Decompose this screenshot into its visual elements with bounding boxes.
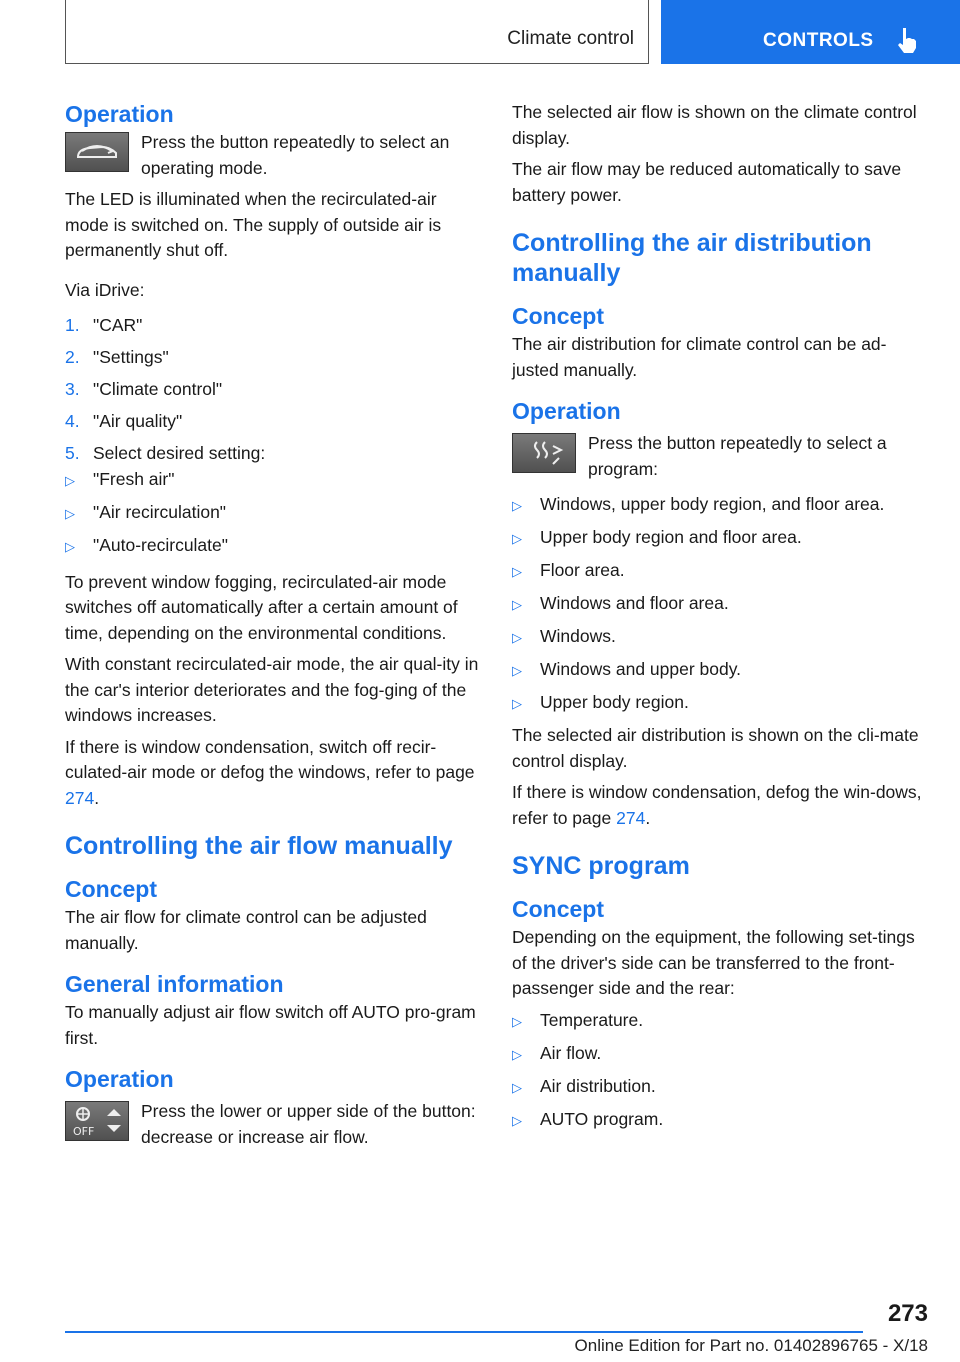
list-item: ▷ "Auto-recirculate" [65,533,479,560]
operation-heading: Operation [65,101,174,127]
header-box [65,0,649,64]
bullet-triangle-icon: ▷ [512,630,522,645]
list-item: ▷ Windows. [512,624,930,651]
air-distribution-button-icon [512,433,576,473]
list-item: ▷ Windows and upper body. [512,657,930,684]
list-item: 4. "Air quality" [65,411,183,431]
fan-button-text: Press the lower or upper side of the button: decrease or increase air flow. [141,1101,476,1147]
bullet-triangle-icon: ▷ [65,505,75,521]
page-link[interactable]: 274 [65,787,95,808]
header-chapter-label: CONTROLS [763,30,874,51]
header-section-title: Climate control [507,28,634,49]
general-info-text: To manually adjust air flow switch off AUTO pro-gram first. [65,1002,476,1048]
list-item: ▷ Air flow. [512,1041,930,1068]
sync-concept-text: Depending on the equipment, the following set-tings of the driver's side can be transferred to the front-passenger side and the rear: [512,927,915,998]
svg-text:OFF: OFF [73,1125,95,1138]
condensation-paragraph: If there is window condensation, switch off recir-culated-air mode or defog the windows, refer to page 274. [65,736,475,808]
distribution-display-paragraph: The selected air distribution is shown on the cli-mate control display. [512,725,919,771]
distribution-programs [512,492,930,717]
list-item: 5. Select desired setting: ▷ "Fresh air" ▷ "Air recirculation" ▷ "Auto-recirculate" [65,441,479,563]
header-chapter-tab[interactable] [661,0,960,64]
recirculation-button-text: Press the button repeatedly to select an operating mode. [141,132,450,178]
list-item: ▷ Temperature. [512,1008,930,1035]
recirculation-button-icon [65,132,129,172]
air-quality-paragraph: With constant recirculated-air mode, the air qual-ity in the car's interior deteriorates and the fog-ging of the windows increases. [65,654,479,725]
distribution-button-text: Press the button repeatedly to select a program: [588,433,887,479]
footer-edition: Online Edition for Part no. 01402896765 - X/18 [574,1336,928,1355]
list-item: ▷ Upper body region. [512,690,930,717]
airflow-concept-heading: Concept [65,876,157,902]
battery-paragraph: The air flow may be reduced automatically to save battery power. [512,159,902,205]
bullet-triangle-icon: ▷ [512,531,522,546]
sync-concept-heading: Concept [512,896,604,922]
list-item: 1. "CAR" [65,315,143,335]
pointing-hand-icon [895,26,919,54]
list-item: ▷ Windows, upper body region, and floor area. [512,492,930,519]
list-item: ▷ Floor area. [512,558,930,585]
right-column [512,100,930,1140]
distribution-concept-heading: Concept [512,303,604,329]
idrive-steps [65,313,479,563]
list-item: ▷ Air distribution. [512,1074,930,1101]
distribution-heading: Controlling the air distribution manually [512,229,872,287]
airflow-operation-heading: Operation [65,1066,174,1092]
page-link[interactable]: 274 [616,807,646,828]
bullet-triangle-icon: ▷ [512,498,522,513]
distribution-operation-heading: Operation [512,398,621,424]
recirculation-button-row [65,130,479,181]
bullet-triangle-icon: ▷ [512,1079,522,1095]
left-column [65,100,479,1156]
list-item: ▷ AUTO program. [512,1107,930,1134]
via-idrive-label: Via iDrive: [65,279,145,300]
airflow-heading: Controlling the air flow manually [65,832,453,860]
list-item: ▷ "Air recirculation" [65,500,479,527]
bullet-triangle-icon: ▷ [512,1013,522,1029]
fan-button-row [65,1099,479,1150]
distribution-concept-text: The air distribution for climate control can be ad-justed manually. [512,334,887,380]
bullet-triangle-icon: ▷ [512,564,522,579]
sync-heading: SYNC program [512,852,690,880]
airflow-display-paragraph: The selected air flow is shown on the climate control display. [512,102,917,148]
fan-button-icon [65,1101,129,1141]
general-info-heading: General information [65,971,284,997]
bullet-triangle-icon: ▷ [65,538,75,554]
distribution-condensation-paragraph: If there is window condensation, defog the win-dows, refer to page 274. [512,782,922,828]
list-item: 2. "Settings" [65,347,169,367]
setting-options [65,467,479,560]
list-item: ▷ Windows and floor area. [512,591,930,618]
fogging-paragraph: To prevent window fogging, recirculated-air mode switches off automatically after a certain amount of time, depending on the environmental conditions. [65,571,458,643]
sync-items [512,1008,930,1134]
bullet-triangle-icon: ▷ [512,696,522,711]
list-item: 3. "Climate control" [65,379,223,399]
bullet-triangle-icon: ▷ [512,663,522,678]
bullet-triangle-icon: ▷ [65,472,75,488]
page-number: 273 [887,1300,928,1327]
list-item: ▷ "Fresh air" [65,467,479,494]
led-paragraph: The LED is illuminated when the recirculated-air mode is switched on. The supply of outside air is permanently shut off. [65,189,442,260]
airflow-concept-text: The air flow for climate control can be adjusted manually. [65,907,427,953]
footer-divider [65,1331,863,1333]
list-item: ▷ Upper body region and floor area. [512,525,930,552]
distribution-button-row [512,431,930,482]
bullet-triangle-icon: ▷ [512,1046,522,1062]
bullet-triangle-icon: ▷ [512,1112,522,1128]
bullet-triangle-icon: ▷ [512,597,522,612]
